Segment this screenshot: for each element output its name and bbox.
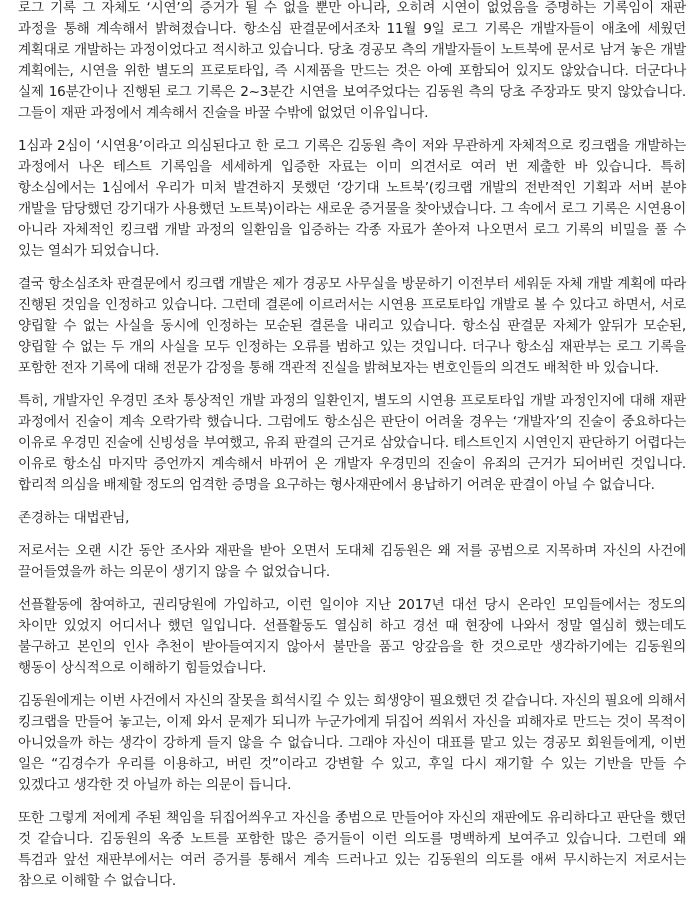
paragraph-developer-testimony: 특히, 개발자인 우경민 조차 통상적인 개발 과정의 일환인지, 별도의 시연용 프로토타입 개발 과정인지에 대해 재판 과정에서 진술이 계속 오락가락 했습니다. 그럼에도 항소심은 판단이 어려울 경우는 ‘개발자’의 진술이 중요하다는 이유로 우경민 진술에 신빙성을 부여했고, 유죄 판결의 근거로 삼았습니다. 테스트인지 시연인지 판단하기 어렵다는 이유로 항소심 마지막 증언까지 계속해서 바뀌어 온 개발자 우경민의 진술이 유죄의 근거가 되어버린 것입니다. 합리적 의심을 배제할 정도의 엄격한 증명을 요구하는 형사재판에서 용납하기 어려운 판결이 아닐 수 없습니다. bbox=[18, 393, 686, 493]
paragraph-sunfle-activity: 선플활동에 참여하고, 권리당원에 가입하고, 이런 일이야 지난 2017년 대선 당시 온라인 모임들에서는 정도의 차이만 있었지 어디서나 했던 일입니다. 선플활동도 열심히 하고 경선 때 현장에 나와서 정말 열심히 했는데도 불구하고 본인의 인사 추천이 받아들여지지 않아서 불만을 품고 앙갚음을 한 것으로만 생각하기에는 김동원의 행동이 상식적으로 이해하기 힘들었습니다. bbox=[18, 597, 686, 676]
paragraph-scapegoat: 김동원에게는 이번 사건에서 자신의 잘못을 희석시킬 수 있는 희생양이 필요했던 것 같습니다. 자신의 필요에 의해서 킹크랩을 만들어 놓고는, 이제 와서 문제가 되니까 누군가에게 뒤집어 씌워서 자신을 피해자로 만드는 것이 목적이 아니었을까 하는 생각이 강하게 들지 않을 수 없습니다. 그래야 자신이 대표를 맡고 있는 경공모 회원들에게, 이번 일은 “김경수가 우리를 이용하고, 버린 것”이라고 강변할 수 있고, 후일 다시 재기할 수 있는 기반을 만들 수 있겠다고 생각한 것 아닐까 하는 의문이 듭니다. bbox=[18, 693, 686, 793]
salutation: 존경하는 대법관님, bbox=[18, 510, 130, 526]
paragraph-test-record: 1심과 2심이 ‘시연용’이라고 의심된다고 한 로그 기록은 김동원 측이 저와 무관하게 자체적으로 킹크랩을 개발하는 과정에서 나온 테스트 기록임을 세세하게 입증한 자료는 이미 의견서로 여러 번 제출한 바 있습니다. 특히 항소심에서는 1심에서 우리가 미처 발견하지 못했던 ‘강기대 노트북’(킹크랩 개발의 전반적인 기획과 서버 분야 개발을 담당했던 강기대가 사용했던 노트북)이라는 새로운 증거물을 찾아냈습니다. 그 속에서 로그 기록은 시연용이 아니라 자체적인 킹크랩 개발 과정의 일환임을 입증하는 각종 자료가 쏟아져 나오면서 로그 기록의 비밀을 풀 수 있는 열쇠가 되었습니다. bbox=[18, 138, 686, 259]
paragraph-log-record: 로그 기록 그 자체도 ‘시연’의 증거가 될 수 없을 뿐만 아니라, 오히려 시연이 없었음을 증명하는 기록임이 재판 과정을 통해 계속해서 밝혀졌습니다. 항소심 판결문에서조차 11월 9일 로그 기록은 개발자들이 애초에 세웠던 계획대로 개발하는 과정이었다고 적시하고 있습니다. 당초 경공모 측의 개발자들이 노트북에 문서로 남겨 놓은 개발 계획에는, 시연을 위한 별도의 프로토타입, 즉 시제품을 만드는 것은 아예 포함되어 있지도 않았습니다. 더군다나 실제 16분간이나 진행된 로그 기록은 2~3분간 시연을 보여주었다는 김동원 측의 당초 주장과도 맞지 않았습니다. 그들이 재판 과정에서 계속해서 진술을 바꿀 수밖에 없었던 이유입니다. bbox=[18, 0, 686, 121]
paragraph-question: 저로서는 오랜 시간 동안 조사와 재판을 받아 오면서 도대체 김동원은 왜 저를 공범으로 지목하며 자신의 사건에 끌어들였을까 하는 의문이 생기지 않을 수 없었습니다. bbox=[18, 543, 686, 580]
paragraph-responsibility: 또한 그렇게 저에게 주된 책임을 뒤집어씌우고 자신을 종범으로 만들어야 자신의 재판에도 유리하다고 판단을 했던 것 같습니다. 김동원의 옥중 노트를 포함한 많은 증거들이 이런 의도를 명백하게 보여주고 있습니다. 그런데 왜 특검과 앞선 재판부에서는 여러 증거를 통해서 계속 드러나고 있는 김동원의 의도를 애써 무시하는지 저로서는 참으로 이해할 수 없습니다. bbox=[18, 810, 686, 889]
paragraph-appeal-ruling: 결국 항소심조차 판결문에서 킹크랩 개발은 제가 경공모 사무실을 방문하기 이전부터 세워둔 자체 개발 계획에 따라 진행된 것임을 인정하고 있습니다. 그런데 결론에 이르러서는 시연용 프로토타입 개발로 볼 수 있다고 하면서, 서로 양립할 수 없는 사실을 동시에 인정하는 모순된 결론을 내리고 있습니다. 항소심 판결문 자체가 앞뒤가 모순된, 양립할 수 없는 두 개의 사실을 모두 인정하는 오류를 범하고 있는 것입니다. 더구나 항소심 재판부는 로그 기록을 포함한 전자 기록에 대해 전문가 감정을 통해 객관적 진실을 밝혀보자는 변호인들의 의견도 배척한 바 있습니다. bbox=[18, 276, 686, 376]
